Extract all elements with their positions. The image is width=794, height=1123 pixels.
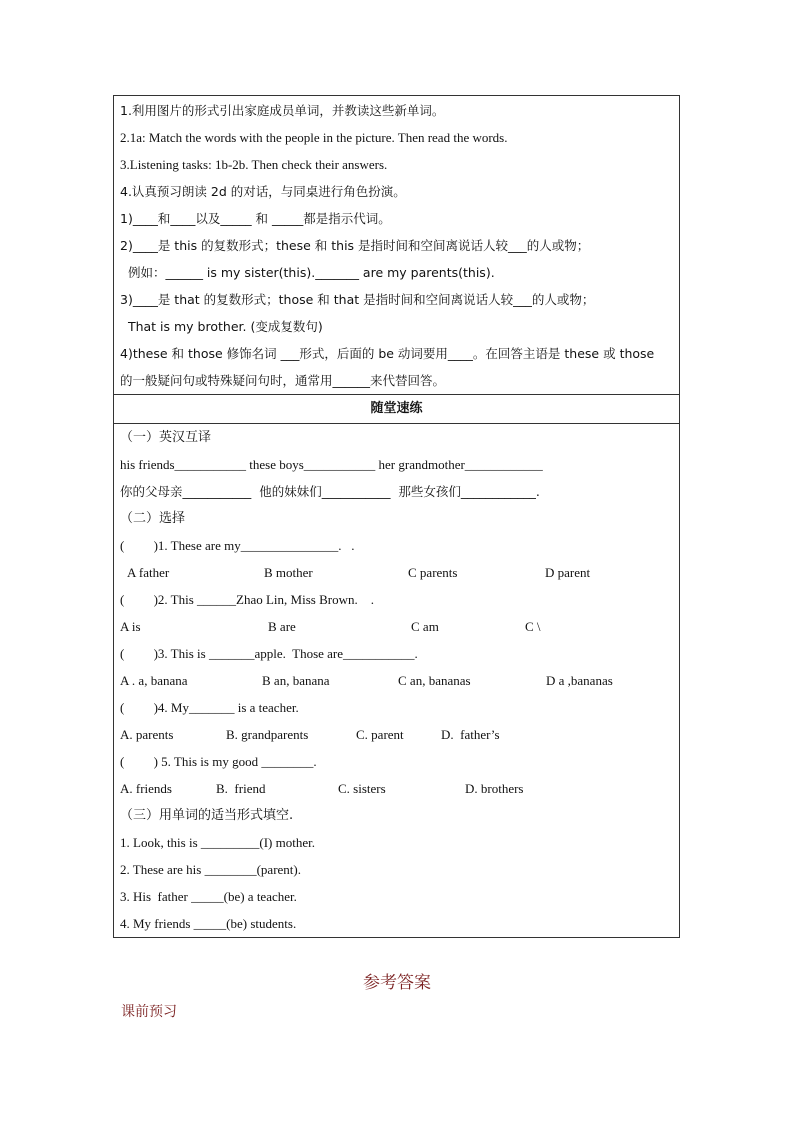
question-3: ( )3. This is _______apple. Those are___________. [120, 646, 418, 661]
guide-line-7: 例如：______ is my sister(this)._______ are my parents(this). [120, 265, 495, 280]
guide-line-8: 3)____是 that 的复数形式；those 和 that 是指时间和空间离说话人较___的人或物； [120, 292, 595, 307]
guide-line-5: 1)____和____以及_____ 和 _____都是指示代词。 [120, 211, 391, 226]
q3-option-b: B an, banana [262, 673, 330, 688]
q4-option-d: D. father’s [441, 727, 500, 742]
question-5: ( ) 5. This is my good ________. [120, 754, 317, 769]
header-divider [113, 423, 680, 424]
section2-title: （二）选择 [120, 511, 186, 526]
question-2: ( )2. This ______Zhao Lin, Miss Brown. . [120, 592, 374, 607]
q1-option-c: C parents [408, 565, 458, 580]
q2-option-c: C am [411, 619, 439, 634]
section1-line1: his friends___________ these boys___________ her grandmother____________ [120, 457, 543, 472]
fill-item-2: 2. These are his ________(parent). [120, 862, 301, 877]
guide-line-4: 4.认真预习朗读 2d 的对话，与同桌进行角色扮演。 [120, 184, 406, 199]
question-1: ( )1. These are my_______________. . [120, 538, 355, 553]
q3-option-a: A . a, banana [120, 673, 188, 688]
question-4: ( )4. My_______ is a teacher. [120, 700, 299, 715]
q5-option-d: D. brothers [465, 781, 524, 796]
guide-line-2: 2.1a: Match the words with the people in the picture. Then read the words. [120, 130, 508, 145]
q3-option-c: C an, bananas [398, 673, 471, 688]
q4-option-a: A. parents [120, 727, 174, 742]
answer-section-preview: 课前预习 [121, 1004, 177, 1020]
q5-option-a: A. friends [120, 781, 172, 796]
q2-option-b: B are [268, 619, 296, 634]
q3-option-d: D a ,bananas [546, 673, 613, 688]
q2-option-a: A is [120, 619, 141, 634]
fill-item-1: 1. Look, this is _________(I) mother. [120, 835, 315, 850]
guide-line-3: 3.Listening tasks: 1b-2b. Then check their answers. [120, 157, 388, 172]
fill-item-4: 4. My friends _____(be) students. [120, 916, 297, 931]
guide-line-10: 4)these 和 those 修饰名词 ___形式，后面的 be 动词要用____。在回答主语是 these 或 those [120, 346, 655, 361]
fill-item-3: 3. His father _____(be) a teacher. [120, 889, 297, 904]
q1-option-a: A father [127, 565, 170, 580]
answer-key-title: 参考答案 [363, 973, 431, 993]
q5-option-b: B. friend [216, 781, 266, 796]
q1-option-d: D parent [545, 565, 591, 580]
guide-line-11: 的一般疑问句或特殊疑问句时，通常用______来代替回答。 [120, 373, 446, 388]
guide-line-9: That is my brother. (变成复数句) [120, 319, 323, 334]
q4-option-c: C. parent [356, 727, 404, 742]
section1-line2: 你的父母亲___________ 他的妹妹们___________ 那些女孩们____________. [120, 484, 540, 499]
q1-option-b: B mother [264, 565, 313, 580]
guide-line-1: 1.利用图片的形式引出家庭成员单词，并教读这些新单词。 [120, 103, 445, 118]
q5-option-c: C. sisters [338, 781, 386, 796]
q4-option-b: B. grandparents [226, 727, 309, 742]
practice-header: 随堂速练 [370, 401, 423, 416]
section1-title: （一）英汉互译 [120, 430, 212, 445]
section3-title: （三）用单词的适当形式填空. [120, 808, 294, 823]
guide-line-6: 2)____是 this 的复数形式；these 和 this 是指时间和空间离说话人较___的人或物； [120, 238, 590, 253]
q2-option-d: C \ [525, 619, 541, 634]
